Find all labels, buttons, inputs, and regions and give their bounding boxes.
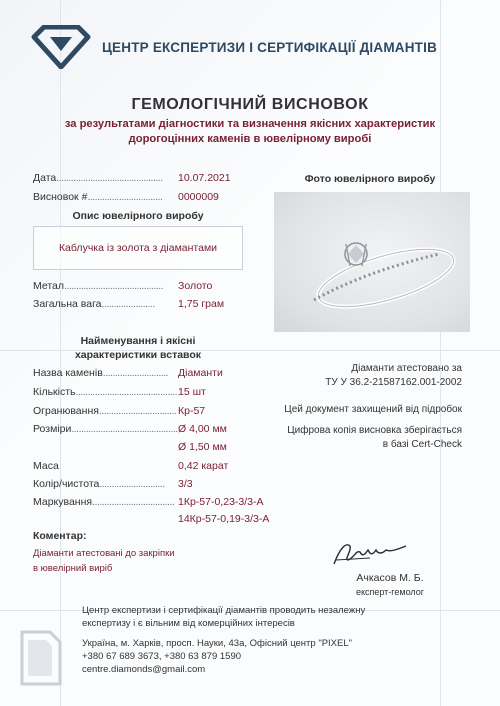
comment-line: Діаманти атестовані до закріпки: [33, 548, 175, 559]
stone-name-label: Назва каменів: [33, 367, 103, 379]
size-value-2: Ø 1,50 мм: [178, 441, 227, 453]
mass-value: 0,42 карат: [178, 460, 229, 472]
marking-value-1: 1Кр-57-0,23-3/3-А: [178, 496, 264, 508]
quantity-label: Кількість: [33, 386, 76, 398]
weight-value: 1,75 грам: [178, 298, 225, 310]
cut-row: Огранювання................................: [33, 405, 177, 417]
item-description: Каблучка із золота з діамантами: [33, 226, 243, 270]
size-label: Розміри: [33, 423, 72, 435]
size-value-1: Ø 4,00 мм: [178, 423, 227, 435]
number-row: Висновок #...............................: [33, 191, 163, 203]
quantity-value: 15 шт: [178, 386, 206, 398]
color-clarity-row: Колір/чистота...........................: [33, 478, 165, 490]
date-value: 10.07.2021: [178, 172, 231, 184]
footer-about-line: експертизу і є вільним від комерційних інтересів: [82, 618, 295, 629]
stone-name-row: Назва каменів...........................: [33, 367, 169, 379]
marking-value-2: 14Кр-57-0,19-3/3-А: [178, 513, 270, 525]
color-clarity-value: 3/3: [178, 478, 193, 490]
weight-label: Загальна вага: [33, 298, 102, 310]
chip-icon: [14, 626, 68, 690]
metal-row: Метал.........................................: [33, 280, 164, 292]
item-section-title: Опис ювелірного виробу: [72, 210, 204, 222]
ring-photo: [274, 192, 470, 332]
inserts-title-line: Найменування і якісні: [80, 335, 196, 347]
digital-line: в базі Cert-Check: [382, 439, 462, 450]
expert-role: експерт-гемолог: [355, 587, 425, 597]
subtitle-line: дорогоцінних каменів в ювелірному виробі: [128, 133, 372, 145]
ring-icon: [274, 192, 470, 332]
org-name: ЦЕНТР ЕКСПЕРТИЗИ І СЕРТИФІКАЦІЇ ДІАМАНТІВ: [102, 39, 438, 55]
photo-title: Фото ювелірного виробу: [304, 173, 436, 185]
footer-address: Україна, м. Харків, просп. Науки, 43а, Офісний центр "PIXEL": [82, 638, 353, 649]
footer-phones: +380 67 689 3673, +380 63 879 1590: [82, 651, 242, 662]
weight-row: Загальна вага......................: [33, 298, 155, 310]
subtitle-line: за результатами діагностики та визначення якісних характеристик: [64, 118, 436, 130]
certified-line: Діаманти атестовано за: [351, 363, 462, 374]
date-label: Дата: [33, 172, 57, 184]
document-title: ГЕМОЛОГІЧНИЙ ВИСНОВОК: [131, 96, 369, 113]
comment-label: Коментар:: [33, 530, 87, 542]
inserts-section-title: [33, 334, 243, 362]
number-label: Висновок #: [33, 191, 88, 203]
mass-row: [33, 460, 59, 472]
size-row: Розміри............................................: [33, 423, 178, 435]
header: [30, 22, 470, 72]
footer-email[interactable]: centre.diamonds@gmail.com: [82, 664, 206, 675]
marking-label: Маркування: [33, 496, 93, 508]
inserts-title-line: характеристики вставок: [74, 349, 202, 361]
comment-line: в ювелірний виріб: [33, 563, 113, 574]
protected-note: Цей документ захищений від підробок: [284, 404, 462, 415]
quantity-row: Кількість..........................................: [33, 386, 178, 398]
color-clarity-label: Колір/чистота: [33, 478, 100, 490]
metal-label: Метал: [33, 280, 65, 292]
footer-contacts: [82, 637, 352, 676]
date-row: Дата............................................: [33, 172, 163, 184]
comment-text: [33, 546, 175, 576]
cut-value: Кр-57: [178, 405, 206, 417]
mass-label: Маса: [33, 460, 59, 472]
digital-copy-note: [287, 424, 462, 452]
number-value: 0000009: [178, 191, 219, 203]
marking-row: Маркування..................................: [33, 496, 175, 508]
footer-about-line: Центр експертизи і сертифікації діамантів проводить незалежну: [82, 605, 366, 616]
stone-name-value: Діаманти: [178, 367, 223, 379]
document-subtitle: [0, 117, 500, 147]
metal-value: Золото: [178, 280, 213, 292]
cut-label: Огранювання: [33, 405, 99, 417]
diamond-logo-icon: [30, 25, 92, 69]
signature-icon: [330, 538, 410, 568]
expert-name: Ачкасов М. Б.: [356, 572, 424, 584]
footer-about: [82, 604, 365, 630]
certified-note: [325, 362, 462, 390]
certified-line: ТУ У 36.2-21587162.001-2002: [325, 377, 462, 388]
digital-line: Цифрова копія висновка зберігається: [287, 425, 462, 436]
